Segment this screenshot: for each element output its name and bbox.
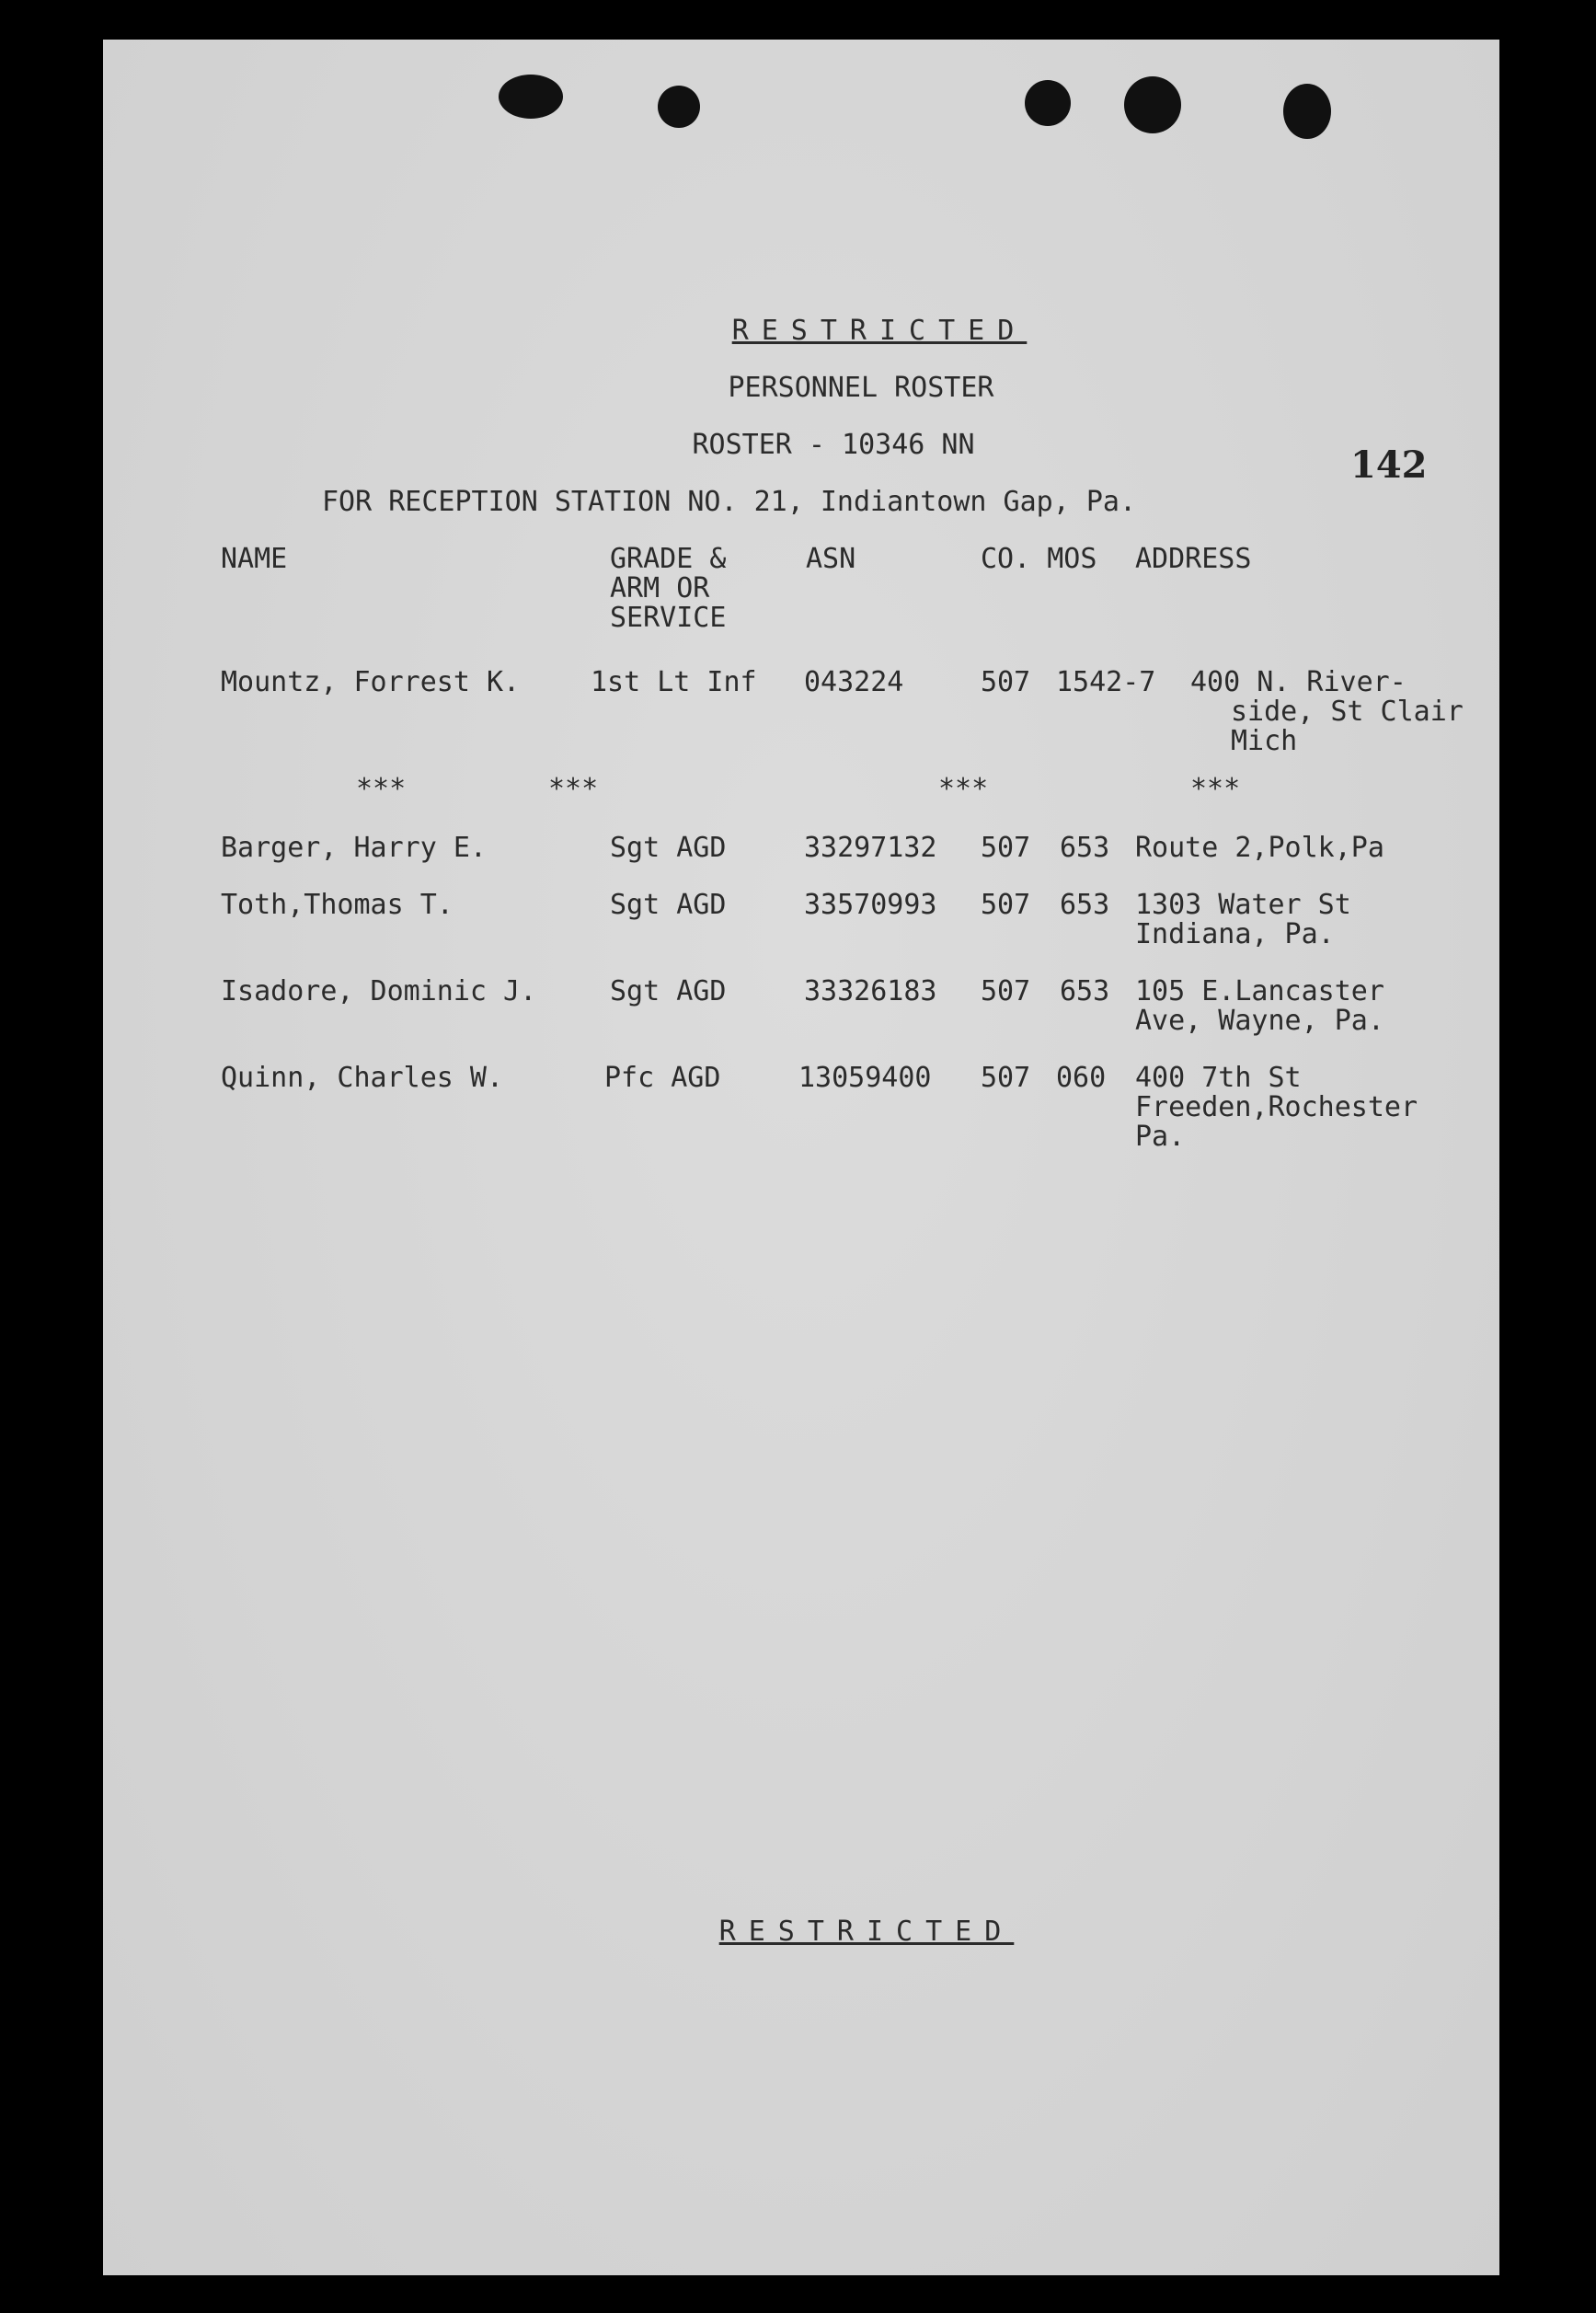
col-header-grade-2: ARM OR [610, 572, 710, 604]
roster-page [103, 40, 1499, 2275]
cell-address-line: 1303 Water St [1135, 889, 1351, 921]
cell-asn: 33297132 [804, 832, 937, 864]
classification-top: RESTRICTED [731, 315, 1028, 347]
cell-asn: 13059400 [798, 1062, 932, 1094]
punch-hole [1124, 76, 1181, 133]
cell-grade: Pfc AGD [604, 1062, 721, 1094]
col-header-grade-1: GRADE & [610, 543, 727, 575]
document-title: PERSONNEL ROSTER [728, 372, 994, 404]
punch-hole [1025, 80, 1071, 126]
separator-mark: *** [548, 773, 599, 805]
separator-mark: *** [938, 773, 989, 805]
cell-address-line: Indiana, Pa. [1135, 918, 1335, 950]
cell-grade: Sgt AGD [610, 832, 727, 864]
cell-address-line: 400 7th St [1135, 1062, 1302, 1094]
cell-asn: 043224 [804, 666, 904, 698]
col-header-asn: ASN [806, 543, 856, 575]
cell-address-line: Pa. [1135, 1121, 1186, 1153]
cell-asn: 33326183 [804, 975, 937, 1007]
col-header-grade-3: SERVICE [610, 602, 727, 634]
cell-co: 507 [981, 1062, 1031, 1094]
cell-name: Isadore, Dominic J. [221, 975, 537, 1007]
cell-mos: 653 [1060, 975, 1110, 1007]
cell-name: Mountz, Forrest K. [221, 666, 521, 698]
cell-mos: 653 [1060, 889, 1110, 921]
punch-hole [499, 75, 563, 119]
classification-bottom: RESTRICTED [718, 1916, 1015, 1948]
cell-name: Quinn, Charles W. [221, 1062, 504, 1094]
cell-grade: Sgt AGD [610, 975, 727, 1007]
cell-co: 507 [981, 889, 1031, 921]
col-header-address: ADDRESS [1135, 543, 1252, 575]
cell-co: 507 [981, 975, 1031, 1007]
col-header-name: NAME [221, 543, 288, 575]
punch-hole [658, 86, 700, 128]
punch-hole [1283, 84, 1331, 139]
cell-co: 507 [981, 832, 1031, 864]
cell-co: 507 [981, 666, 1031, 698]
cell-grade: 1st Lt Inf [591, 666, 757, 698]
cell-address-line: side, St Clair [1231, 696, 1464, 728]
cell-address-line: 400 N. River- [1190, 666, 1407, 698]
cell-grade: Sgt AGD [610, 889, 727, 921]
roster-number: ROSTER - 10346 NN [692, 429, 975, 461]
cell-name: Toth,Thomas T. [221, 889, 454, 921]
col-header-co-mos: CO. MOS [981, 543, 1097, 575]
cell-address-line: Route 2,Polk,Pa [1135, 832, 1384, 864]
cell-address-line: Mich [1231, 725, 1298, 757]
cell-mos: 1542-7 [1056, 666, 1156, 698]
cell-address-line: 105 E.Lancaster [1135, 975, 1384, 1007]
cell-asn: 33570993 [804, 889, 937, 921]
cell-mos: 060 [1056, 1062, 1107, 1094]
cell-name: Barger, Harry E. [221, 832, 487, 864]
separator-mark: *** [1190, 773, 1241, 805]
cell-address-line: Ave, Wayne, Pa. [1135, 1005, 1384, 1037]
cell-mos: 653 [1060, 832, 1110, 864]
station-line: FOR RECEPTION STATION NO. 21, Indiantown Gap, Pa. [322, 486, 1137, 518]
page-number: 142 [1350, 443, 1428, 487]
cell-address-line: Freeden,Rochester [1135, 1091, 1418, 1123]
separator-mark: *** [356, 773, 407, 805]
